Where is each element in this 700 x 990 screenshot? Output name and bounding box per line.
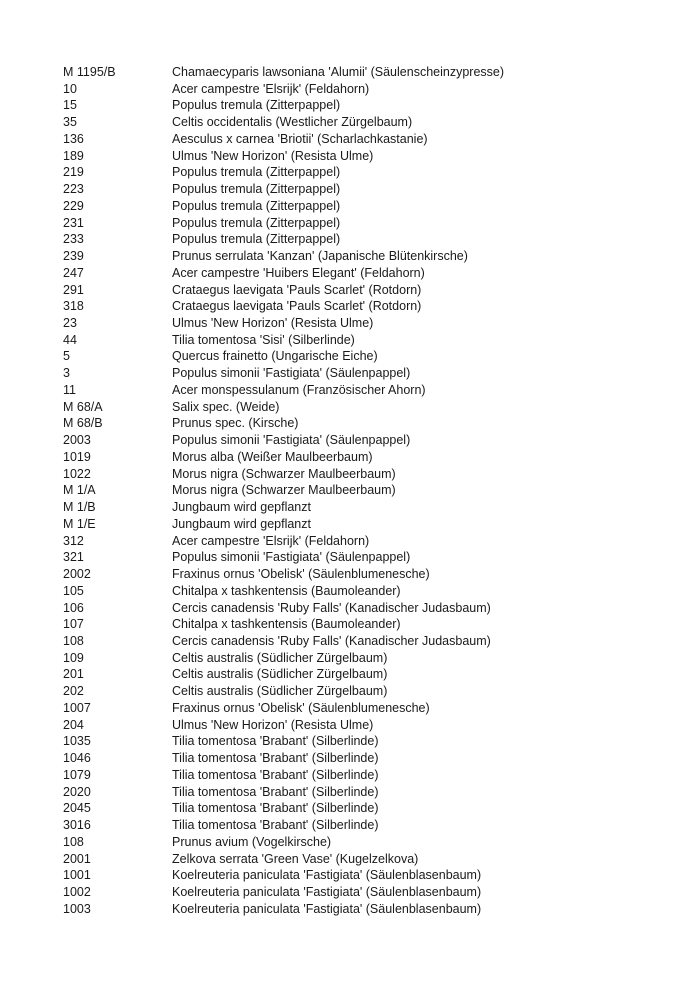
tree-id: 318 bbox=[63, 299, 84, 314]
tree-name: Prunus serrulata 'Kanzan' (Japanische Blütenkirsche) bbox=[172, 249, 468, 264]
tree-id: 1046 bbox=[63, 751, 91, 766]
list-item bbox=[63, 566, 680, 583]
tree-name: Jungbaum wird gepflanzt bbox=[172, 500, 311, 515]
list-item bbox=[63, 348, 680, 365]
tree-id: 2003 bbox=[63, 433, 91, 448]
tree-name: Fraxinus ornus 'Obelisk' (Säulenblumenesche) bbox=[172, 700, 430, 715]
list-item bbox=[63, 650, 680, 667]
list-item bbox=[63, 616, 680, 633]
tree-name: Tilia tomentosa 'Brabant' (Silberlinde) bbox=[172, 734, 379, 749]
list-item bbox=[63, 282, 680, 299]
tree-id: 2020 bbox=[63, 784, 91, 799]
list-item bbox=[63, 114, 680, 131]
list-item bbox=[63, 198, 680, 215]
list-item bbox=[63, 365, 680, 382]
tree-name: Morus nigra (Schwarzer Maulbeerbaum) bbox=[172, 466, 396, 481]
tree-id: 223 bbox=[63, 182, 84, 197]
tree-name: Chitalpa x tashkentensis (Baumoleander) bbox=[172, 617, 401, 632]
tree-name: Prunus avium (Vogelkirsche) bbox=[172, 834, 332, 849]
tree-id: 201 bbox=[63, 667, 84, 682]
tree-name: Celtis australis (Südlicher Zürgelbaum) bbox=[172, 667, 388, 682]
list-item bbox=[63, 834, 680, 851]
list-item bbox=[63, 533, 680, 550]
list-item bbox=[63, 750, 680, 767]
list-item bbox=[63, 432, 680, 449]
tree-id: 1007 bbox=[63, 700, 91, 715]
list-item bbox=[63, 332, 680, 349]
tree-id: M 1195/B bbox=[63, 65, 116, 79]
tree-id: M 68/A bbox=[63, 399, 103, 414]
tree-id: 2002 bbox=[63, 567, 91, 582]
tree-id: M 1/B bbox=[63, 500, 96, 515]
tree-name: Populus simonii 'Fastigiata' (Säulenpappel) bbox=[172, 366, 411, 381]
list-item bbox=[63, 817, 680, 834]
tree-id: 23 bbox=[63, 316, 77, 331]
tree-name: Populus tremula (Zitterpappel) bbox=[172, 232, 341, 247]
tree-id: 1002 bbox=[63, 884, 91, 899]
tree-name: Koelreuteria paniculata 'Fastigiata' (Säulenblasenbaum) bbox=[172, 901, 482, 916]
tree-id: 15 bbox=[63, 98, 77, 113]
tree-name: Cercis canadensis 'Ruby Falls' (Kanadischer Judasbaum) bbox=[172, 600, 491, 615]
tree-name: Cercis canadensis 'Ruby Falls' (Kanadischer Judasbaum) bbox=[172, 633, 491, 648]
tree-name: Tilia tomentosa 'Brabant' (Silberlinde) bbox=[172, 784, 379, 799]
tree-id: M 1/E bbox=[63, 516, 96, 531]
tree-id: 2045 bbox=[63, 801, 91, 816]
tree-id: 136 bbox=[63, 131, 84, 146]
tree-id: 105 bbox=[63, 583, 84, 598]
tree-name: Acer campestre 'Huibers Elegant' (Feldahorn) bbox=[172, 265, 425, 280]
tree-id: 233 bbox=[63, 232, 84, 247]
list-item bbox=[63, 733, 680, 750]
list-item bbox=[63, 265, 680, 282]
list-item bbox=[63, 382, 680, 399]
list-item bbox=[63, 248, 680, 265]
list-item bbox=[63, 549, 680, 566]
list-item bbox=[63, 415, 680, 432]
tree-name: Ulmus 'New Horizon' (Resista Ulme) bbox=[172, 148, 374, 163]
list-item bbox=[63, 800, 680, 817]
tree-id: 1003 bbox=[63, 901, 91, 916]
tree-name: Ulmus 'New Horizon' (Resista Ulme) bbox=[172, 316, 374, 331]
tree-id: 291 bbox=[63, 282, 84, 297]
list-item bbox=[63, 215, 680, 232]
tree-name: Tilia tomentosa 'Brabant' (Silberlinde) bbox=[172, 801, 379, 816]
tree-name: Chitalpa x tashkentensis (Baumoleander) bbox=[172, 583, 401, 598]
tree-name: Tilia tomentosa 'Brabant' (Silberlinde) bbox=[172, 818, 379, 833]
list-item bbox=[63, 600, 680, 617]
tree-name: Tilia tomentosa 'Brabant' (Silberlinde) bbox=[172, 751, 379, 766]
tree-id: 231 bbox=[63, 215, 84, 230]
tree-id: 1019 bbox=[63, 449, 91, 464]
tree-name: Koelreuteria paniculata 'Fastigiata' (Säulenblasenbaum) bbox=[172, 884, 482, 899]
list-item bbox=[63, 499, 680, 516]
list-item bbox=[63, 867, 680, 884]
tree-id: 10 bbox=[63, 81, 77, 96]
list-item bbox=[63, 717, 680, 734]
list-item bbox=[63, 851, 680, 868]
tree-id: 1001 bbox=[63, 868, 91, 883]
tree-name: Populus tremula (Zitterpappel) bbox=[172, 165, 341, 180]
tree-id: 204 bbox=[63, 717, 84, 732]
tree-id: 108 bbox=[63, 633, 84, 648]
tree-name: Acer monspessulanum (Französischer Ahorn) bbox=[172, 382, 426, 397]
tree-name: Populus simonii 'Fastigiata' (Säulenpappel) bbox=[172, 433, 411, 448]
tree-id: 2001 bbox=[63, 851, 91, 866]
tree-id: 3016 bbox=[63, 818, 91, 833]
tree-name: Celtis australis (Südlicher Zürgelbaum) bbox=[172, 650, 388, 665]
list-item bbox=[63, 231, 680, 248]
tree-list bbox=[63, 64, 680, 917]
tree-name: Populus simonii 'Fastigiata' (Säulenpappel) bbox=[172, 550, 411, 565]
list-item bbox=[63, 315, 680, 332]
list-item bbox=[63, 399, 680, 416]
tree-id: 35 bbox=[63, 115, 77, 130]
list-item bbox=[63, 97, 680, 114]
tree-id: 3 bbox=[63, 366, 70, 381]
tree-name: Populus tremula (Zitterpappel) bbox=[172, 198, 341, 213]
tree-id: 189 bbox=[63, 148, 84, 163]
tree-id: M 68/B bbox=[63, 416, 103, 431]
list-item bbox=[63, 131, 680, 148]
tree-name: Jungbaum wird gepflanzt bbox=[172, 516, 311, 531]
tree-id: 219 bbox=[63, 165, 84, 180]
tree-name: Acer campestre 'Elsrijk' (Feldahorn) bbox=[172, 81, 370, 96]
list-item bbox=[63, 449, 680, 466]
tree-name: Crataegus laevigata 'Pauls Scarlet' (Rotdorn) bbox=[172, 299, 422, 314]
tree-name: Acer campestre 'Elsrijk' (Feldahorn) bbox=[172, 533, 370, 548]
tree-id: 247 bbox=[63, 265, 84, 280]
tree-id: 106 bbox=[63, 600, 84, 615]
tree-id: 5 bbox=[63, 349, 70, 364]
list-item bbox=[63, 884, 680, 901]
tree-id: M 1/A bbox=[63, 483, 96, 498]
list-item bbox=[63, 700, 680, 717]
tree-name: Celtis australis (Südlicher Zürgelbaum) bbox=[172, 684, 388, 699]
tree-id: 108 bbox=[63, 834, 84, 849]
tree-id: 1035 bbox=[63, 734, 91, 749]
list-item bbox=[63, 181, 680, 198]
tree-name: Prunus spec. (Kirsche) bbox=[172, 416, 299, 431]
list-item bbox=[63, 64, 680, 81]
list-item bbox=[63, 633, 680, 650]
tree-name: Populus tremula (Zitterpappel) bbox=[172, 98, 341, 113]
tree-name: Aesculus x carnea 'Briotii' (Scharlachkastanie) bbox=[172, 131, 428, 146]
list-item bbox=[63, 666, 680, 683]
tree-id: 239 bbox=[63, 249, 84, 264]
tree-name: Fraxinus ornus 'Obelisk' (Säulenblumenesche) bbox=[172, 567, 430, 582]
tree-id: 229 bbox=[63, 198, 84, 213]
tree-name: Tilia tomentosa 'Brabant' (Silberlinde) bbox=[172, 767, 379, 782]
tree-name: Zelkova serrata 'Green Vase' (Kugelzelkova) bbox=[172, 851, 419, 866]
tree-id: 1022 bbox=[63, 466, 91, 481]
tree-name: Populus tremula (Zitterpappel) bbox=[172, 215, 341, 230]
list-item bbox=[63, 683, 680, 700]
tree-name: Morus nigra (Schwarzer Maulbeerbaum) bbox=[172, 483, 396, 498]
list-item bbox=[63, 767, 680, 784]
tree-id: 44 bbox=[63, 332, 77, 347]
tree-id: 109 bbox=[63, 650, 84, 665]
tree-name: Ulmus 'New Horizon' (Resista Ulme) bbox=[172, 717, 374, 732]
tree-name: Quercus frainetto (Ungarische Eiche) bbox=[172, 349, 378, 364]
tree-id: 321 bbox=[63, 550, 84, 565]
list-item bbox=[63, 148, 680, 165]
tree-name: Salix spec. (Weide) bbox=[172, 399, 280, 414]
tree-id: 202 bbox=[63, 684, 84, 699]
tree-id: 312 bbox=[63, 533, 84, 548]
list-item bbox=[63, 583, 680, 600]
tree-name: Tilia tomentosa 'Sisi' (Silberlinde) bbox=[172, 332, 355, 347]
tree-name: Chamaecyparis lawsoniana 'Alumii' (Säulenscheinzypresse) bbox=[172, 65, 505, 79]
tree-id: 107 bbox=[63, 617, 84, 632]
list-item bbox=[63, 901, 680, 918]
list-item bbox=[63, 516, 680, 533]
tree-name: Celtis occidentalis (Westlicher Zürgelbaum) bbox=[172, 115, 413, 130]
list-item bbox=[63, 164, 680, 181]
list-item bbox=[63, 298, 680, 315]
tree-id: 11 bbox=[63, 382, 76, 397]
tree-name: Koelreuteria paniculata 'Fastigiata' (Säulenblasenbaum) bbox=[172, 868, 482, 883]
tree-id: 1079 bbox=[63, 767, 91, 782]
list-item bbox=[63, 784, 680, 801]
tree-name: Crataegus laevigata 'Pauls Scarlet' (Rotdorn) bbox=[172, 282, 422, 297]
list-item bbox=[63, 482, 680, 499]
list-item bbox=[63, 466, 680, 483]
tree-name: Populus tremula (Zitterpappel) bbox=[172, 182, 341, 197]
list-item bbox=[63, 81, 680, 98]
tree-name: Morus alba (Weißer Maulbeerbaum) bbox=[172, 449, 373, 464]
